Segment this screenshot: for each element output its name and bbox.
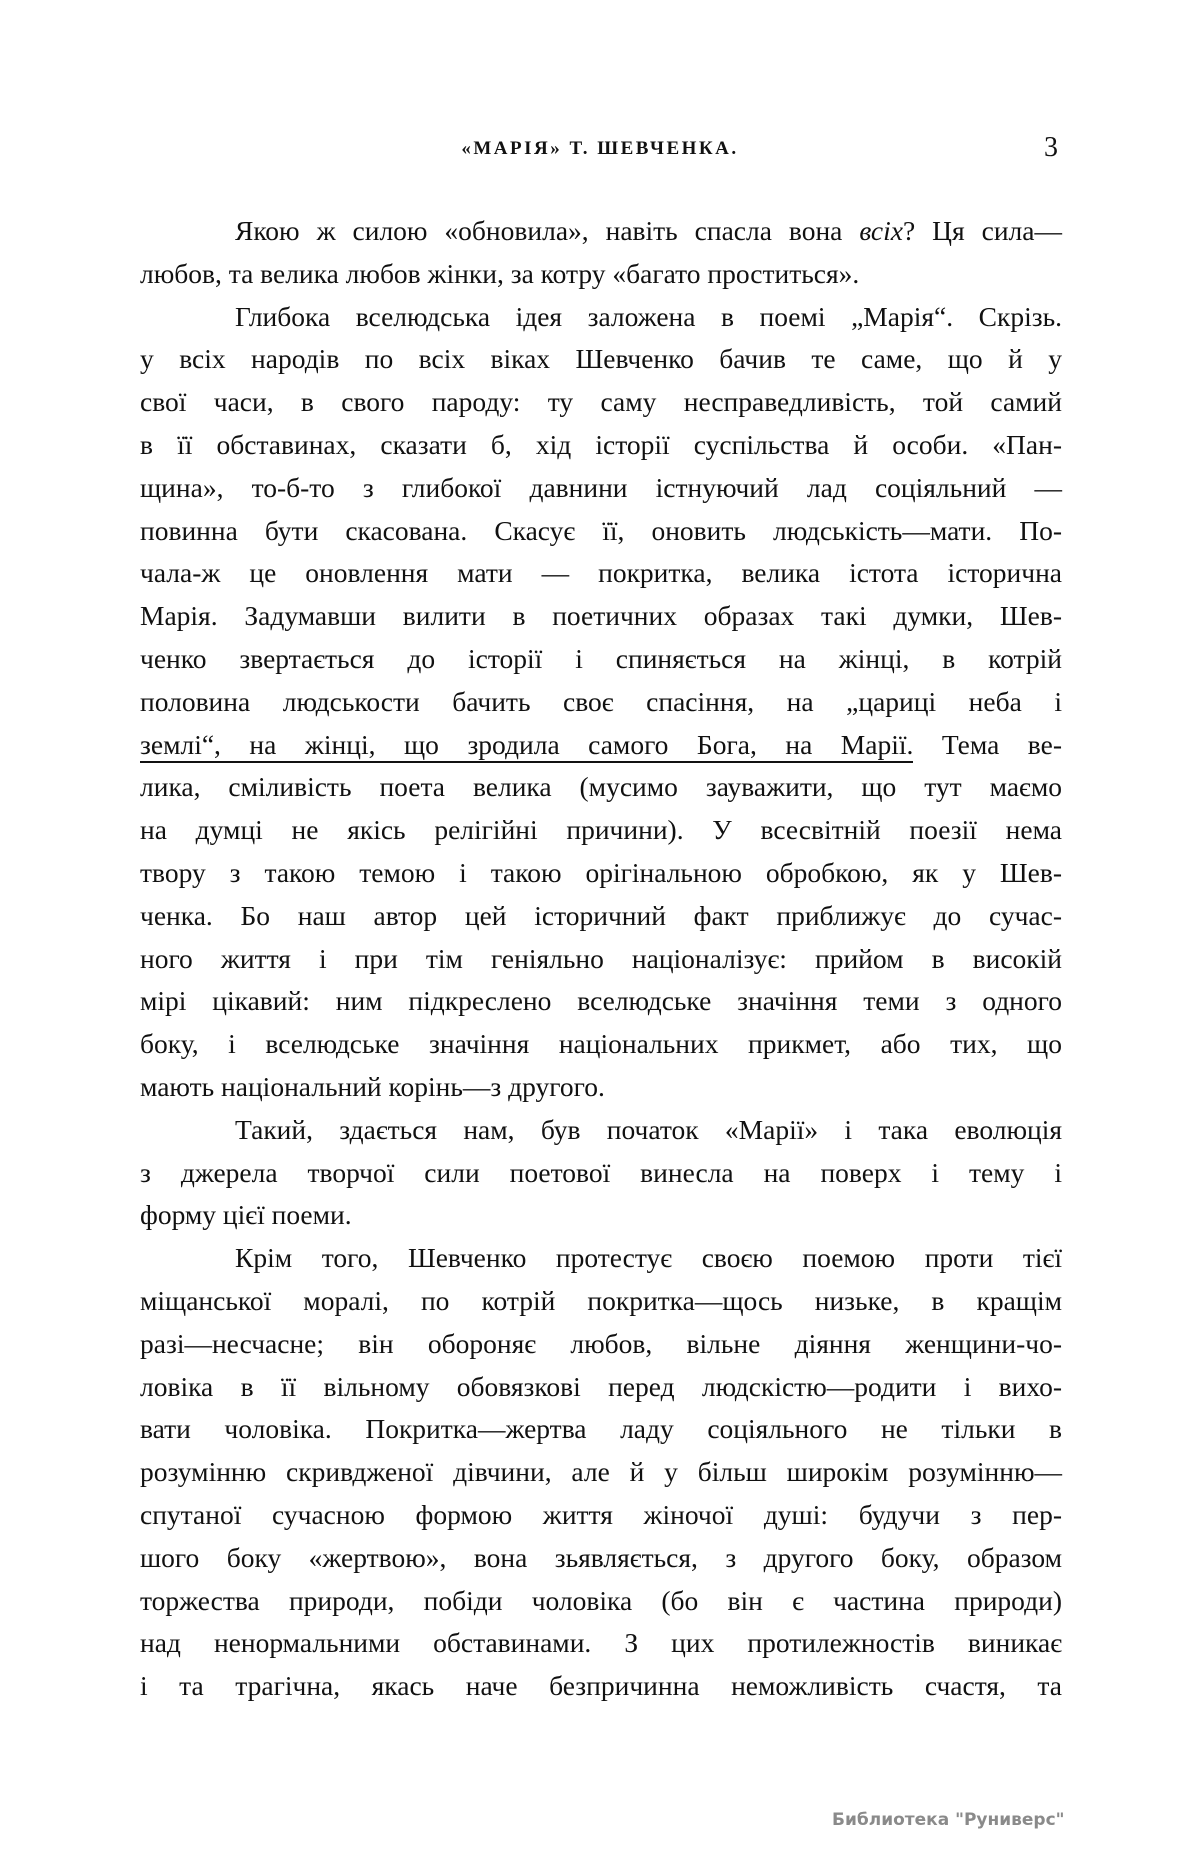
text-segment: над ненормальними обставинами. З цих протилежностів виникає	[140, 1627, 1062, 1659]
underlined-text: землі“, на жінці, що зродила самого Бога, на Марії.	[140, 729, 913, 763]
text-segment: шого боку «жертвою», вона зьявляється, з другого боку, образом	[140, 1541, 1062, 1573]
text-segment: розумінню скривдженої дівчини, але й у більш широкім розумінню—	[140, 1456, 1062, 1488]
text-segment: ченко звертається до історії і спиняється на жінці, в котрій	[140, 642, 1062, 674]
text-segment: у всіх народів по всіх віках Шевченко бачив те саме, що й у	[140, 343, 1062, 375]
text-segment: в її обставинах, сказати б, хід історії суспільства й особи. «Пан-	[140, 428, 1062, 460]
text-line	[140, 253, 1062, 296]
text-line	[140, 980, 1062, 1023]
text-segment: мають національний корінь—з другого.	[140, 1070, 605, 1102]
text-segment: повинна бути скасована. Скасує її, оновить людськість—мати. По-	[140, 514, 1062, 546]
text-segment: ного життя і при тім геніяльно націоналізує: прийом в високій	[140, 942, 1062, 974]
text-segment: свої часи, в свого пароду: ту саму несправедливість, той самий	[140, 386, 1062, 418]
text-segment: вати чоловіка. Покритка—жертва ладу соціяльного не тільки в	[140, 1413, 1062, 1445]
text-segment: Глибока вселюдська ідея заложена в поемі „Марія“. Скрізь.	[235, 300, 1062, 332]
text-segment: Крім того, Шевченко протестує своєю поемою проти тієї	[235, 1242, 1062, 1274]
text-segment: любов, та велика любов жінки, за котру «багато проститься».	[140, 257, 860, 289]
text-segment: Марія. Задумавши вилити в поетичних образах такі думки, Шев-	[140, 600, 1062, 632]
text-line	[140, 681, 1062, 724]
text-segment: боку, і вселюдське значіння національних прикмет, або тих, що	[140, 1028, 1062, 1060]
text-line	[140, 852, 1062, 895]
text-segment: форму цієї поеми.	[140, 1199, 352, 1231]
text-segment: міщанської моралі, по котрій покритка—щось низьке, в кращім	[140, 1284, 1062, 1316]
text-segment: твору з такою темою і такою орігінальною обробкою, як у Шев-	[140, 856, 1062, 888]
text-segment: Такий, здається нам, був початок «Марії» і така еволюція	[235, 1113, 1062, 1145]
page-body-text	[140, 210, 1062, 1708]
text-line	[140, 638, 1062, 681]
text-line	[140, 1408, 1062, 1451]
text-line	[140, 1451, 1062, 1494]
text-line	[140, 1580, 1062, 1623]
text-segment: і та трагічна, якась наче безпричинна неможливість счастя, та	[140, 1670, 1062, 1702]
text-line	[140, 1323, 1062, 1366]
text-line	[140, 1494, 1062, 1537]
text-line	[140, 595, 1062, 638]
text-segment: спутаної сучасною формою життя жіночої душі: будучи з пер-	[140, 1498, 1062, 1530]
page-number: 3	[1044, 132, 1058, 163]
text-segment: Якою ж силою «обновила», навіть спасла вона	[235, 215, 860, 246]
text-line	[140, 381, 1062, 424]
italic-text: всіх	[859, 215, 903, 246]
text-segment: чала-ж це оновлення мати — покритка, велика істота історична	[140, 557, 1062, 589]
text-line	[140, 510, 1062, 553]
text-segment: ченка. Бо наш автор цей історичний факт приближує до сучас-	[140, 899, 1062, 931]
text-line	[140, 552, 1062, 595]
text-line	[140, 1665, 1062, 1708]
text-segment: половина людськости бачить своє спасіння, на „цариці неба і	[140, 685, 1062, 717]
text-line	[140, 724, 1062, 767]
text-segment: на думці не якісь релігійні причини). У всесвітній поезії нема	[140, 814, 1062, 846]
text-line	[140, 1622, 1062, 1665]
text-segment: Тема ве-	[913, 728, 1062, 760]
text-segment: торжества природи, побіди чоловіка (бо він є частина природи)	[140, 1584, 1062, 1616]
text-segment: разі—несчасне; він обороняє любов, вільне діяння женщини-чо-	[140, 1327, 1062, 1359]
text-line	[140, 1023, 1062, 1066]
text-line	[140, 1109, 1062, 1152]
text-line	[140, 1366, 1062, 1409]
text-line	[140, 424, 1062, 467]
page-header	[138, 132, 1062, 168]
text-line	[140, 210, 1062, 253]
text-line	[140, 1066, 1062, 1109]
text-line	[140, 1537, 1062, 1580]
library-watermark: Библиотека "Руниверс"	[832, 1810, 1065, 1830]
text-line	[140, 1237, 1062, 1280]
text-line	[140, 338, 1062, 381]
text-line	[140, 938, 1062, 981]
running-title: «МАРІЯ» Т. ШЕВЧЕНКА.	[461, 138, 739, 159]
text-line	[140, 1152, 1062, 1195]
text-segment: щина», то-б-то з глибокої давнини істнуючий лад соціяльний —	[140, 471, 1062, 503]
text-line	[140, 467, 1062, 510]
text-line	[140, 809, 1062, 852]
text-line	[140, 296, 1062, 339]
text-segment: з джерела творчої сили поетової винесла на поверх і тему і	[140, 1156, 1062, 1188]
text-segment: лика, сміливість поета велика (мусимо зауважити, що тут маємо	[140, 771, 1062, 803]
text-line	[140, 1194, 1062, 1237]
text-segment: ловіка в її вільному обовязкові перед людскістю—родити і вихо-	[140, 1370, 1062, 1402]
text-line	[140, 1280, 1062, 1323]
text-segment: мірі цікавий: ним підкреслено вселюдське значіння теми з одного	[140, 985, 1062, 1017]
text-segment: ? Ця сила—	[902, 215, 1062, 246]
text-line	[140, 766, 1062, 809]
text-line	[140, 895, 1062, 938]
